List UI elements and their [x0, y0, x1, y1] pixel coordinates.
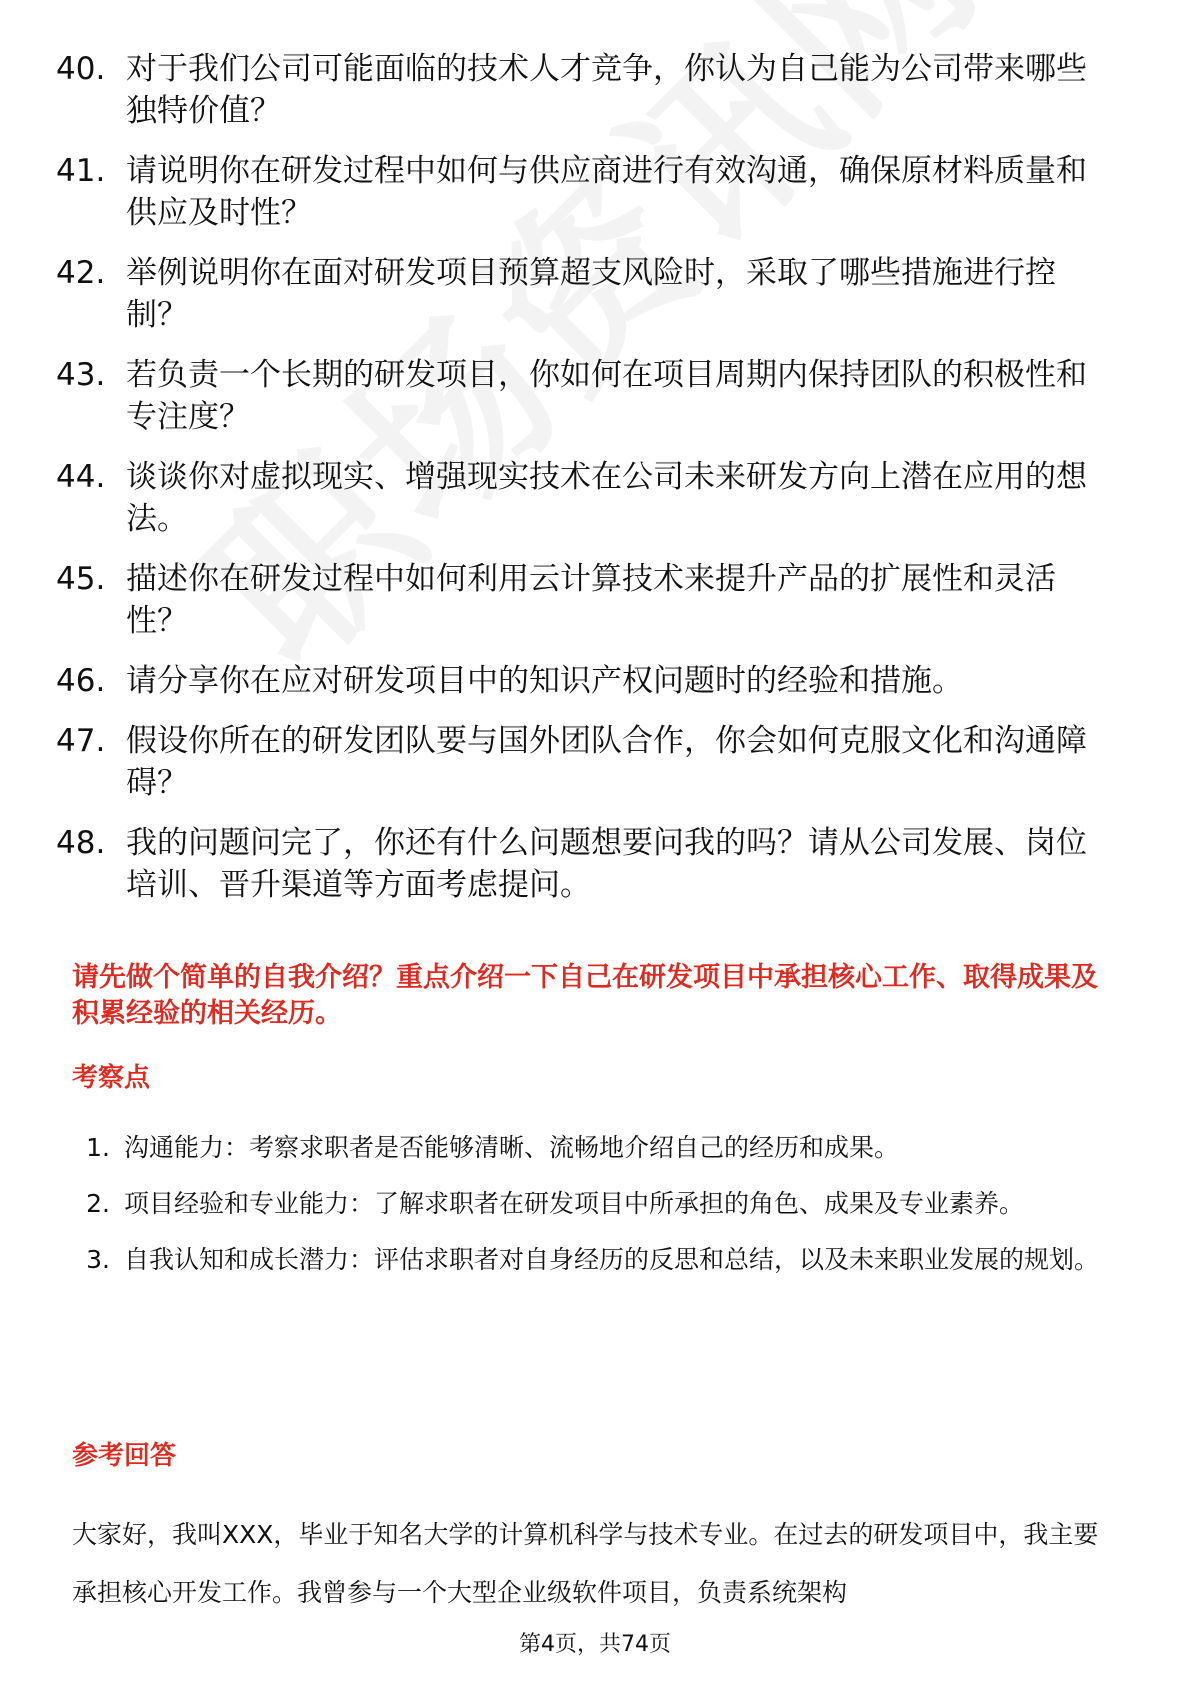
question-list	[56, 48, 1116, 924]
question-item	[56, 660, 1116, 702]
question-text: 描述你在研发过程中如何利用云计算技术来提升产品的扩展性和灵活性？	[126, 561, 1056, 639]
question-item	[56, 354, 1116, 438]
question-text: 若负责一个长期的研发项目，你如何在项目周期内保持团队的积极性和专注度？	[126, 357, 1087, 435]
question-number: 44.	[56, 459, 106, 495]
question-number: 40.	[56, 51, 106, 87]
page-footer: 第4页，共74页	[519, 1632, 671, 1657]
point-text: 自我认知和成长潜力：评估求职者对自身经历的反思和总结，以及未来职业发展的规划。	[124, 1245, 1100, 1274]
question-item	[56, 720, 1116, 804]
answer-text: 大家好，我叫XXX，毕业于知名大学的计算机科学与技术专业。在过去的研发项目中，我主要承担核心开发工作。我曾参与一个大型企业级软件项目，负责系统架构	[72, 1520, 1099, 1607]
question-item	[56, 252, 1116, 336]
point-item	[72, 1176, 1122, 1232]
answer-label: 参考回答	[72, 1441, 177, 1471]
question-text: 对于我们公司可能面临的技术人才竞争，你认为自己能为公司带来哪些独特价值？	[126, 51, 1087, 129]
point-item	[72, 1232, 1122, 1288]
question-number: 43.	[56, 357, 106, 393]
question-number: 46.	[56, 663, 106, 699]
point-number: 2.	[86, 1189, 110, 1218]
point-text: 沟通能力：考察求职者是否能够清晰、流畅地介绍自己的经历和成果。	[124, 1133, 900, 1162]
question-text: 请说明你在研发过程中如何与供应商进行有效沟通，确保原材料质量和供应及时性？	[126, 153, 1087, 231]
question-item	[56, 456, 1116, 540]
question-item	[56, 48, 1116, 132]
question-number: 45.	[56, 561, 106, 597]
point-number: 1.	[86, 1133, 110, 1162]
points-list	[72, 1120, 1122, 1288]
question-item	[56, 558, 1116, 642]
points-label: 考察点	[72, 1063, 151, 1093]
question-number: 41.	[56, 153, 106, 189]
featured-question-heading: 请先做个简单的自我介绍？重点介绍一下自己在研发项目中承担核心工作、取得成果及积累经验的相关经历。	[72, 962, 1098, 1029]
question-text: 我的问题问完了，你还有什么问题想要问我的吗？请从公司发展、岗位培训、晋升渠道等方面考虑提问。	[126, 825, 1087, 903]
point-text: 项目经验和专业能力：了解求职者在研发项目中所承担的角色、成果及专业素养。	[124, 1189, 1025, 1218]
question-number: 48.	[56, 825, 106, 861]
question-text: 假设你所在的研发团队要与国外团队合作，你会如何克服文化和沟通障碍？	[126, 723, 1087, 801]
point-number: 3.	[86, 1245, 110, 1274]
question-item	[56, 150, 1116, 234]
question-text: 谈谈你对虚拟现实、增强现实技术在公司未来研发方向上潜在应用的想法。	[126, 459, 1087, 537]
question-item	[56, 822, 1116, 906]
question-number: 47.	[56, 723, 106, 759]
question-text: 请分享你在应对研发项目中的知识产权问题时的经验和措施。	[126, 663, 963, 699]
question-text: 举例说明你在面对研发项目预算超支风险时，采取了哪些措施进行控制？	[126, 255, 1056, 333]
point-item	[72, 1120, 1122, 1176]
question-number: 42.	[56, 255, 106, 291]
